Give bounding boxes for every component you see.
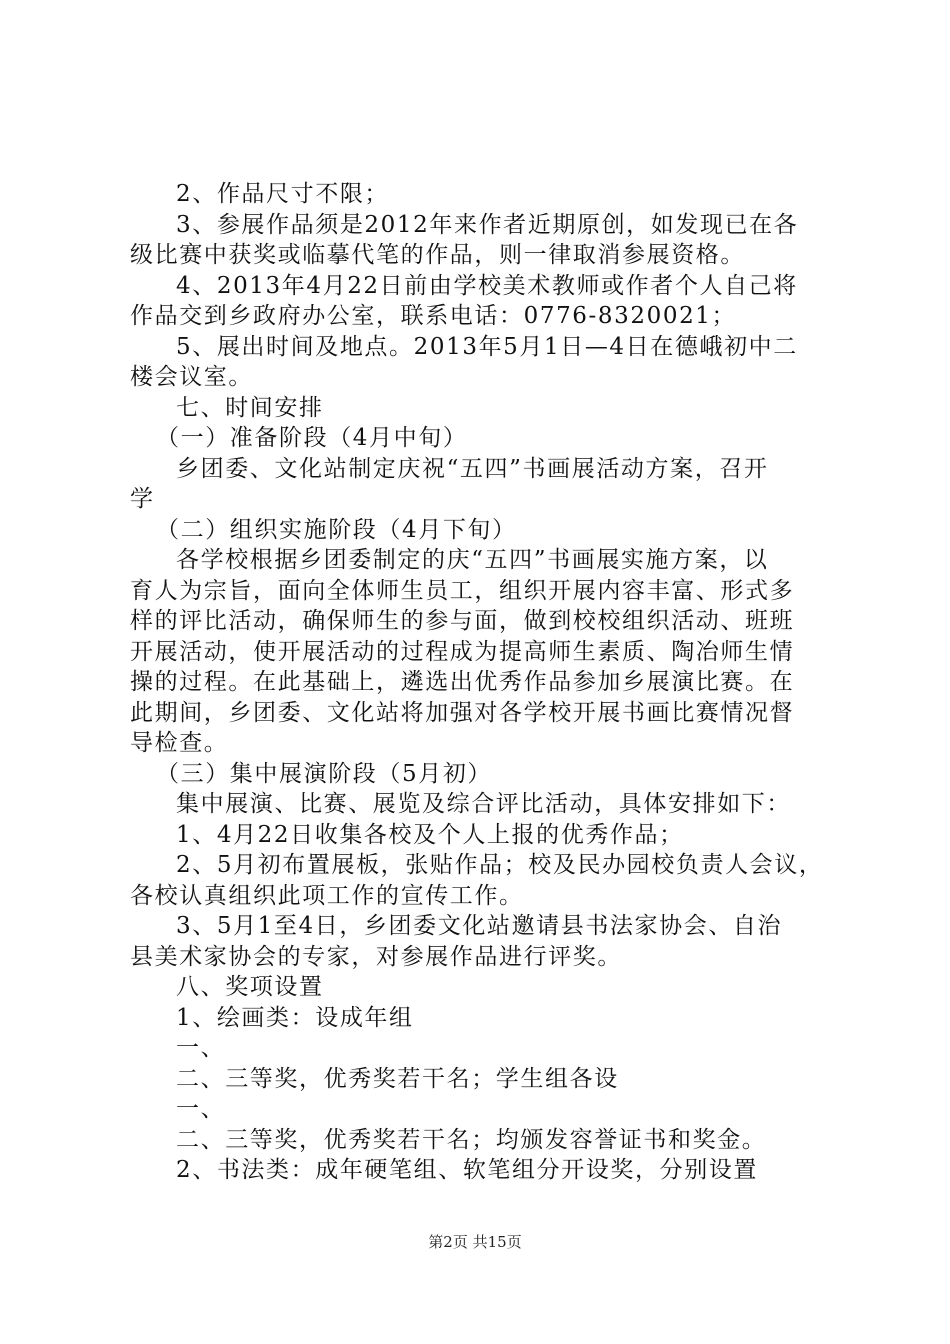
text-line: 二、三等奖，优秀奖若干名；学生组各设 — [176, 1066, 619, 1092]
text-line: 导检查。 — [130, 730, 229, 756]
text-line: 3、参展作品须是2012年来作者近期原创，如发现已在各 — [176, 212, 799, 238]
text-line: 操的过程。在此基础上，遴选出优秀作品参加乡展演比赛。在 — [130, 669, 795, 695]
text-line: 集中展演、比赛、展览及综合评比活动，具体安排如下： — [176, 791, 791, 817]
section-heading: 八、奖项设置 — [176, 974, 324, 1000]
text-line: 楼会议室。 — [130, 364, 253, 390]
text-line: 5、展出时间及地点。2013年5月1日—4日在德峨初中二 — [176, 334, 798, 360]
text-line: 各学校根据乡团委制定的庆“五四”书画展实施方案，以 — [176, 547, 769, 573]
text-line: 1、4月22日收集各校及个人上报的优秀作品； — [176, 822, 684, 848]
text-line: 2、作品尺寸不限； — [176, 181, 390, 207]
subsection-heading: （二）组织实施阶段（4月下旬） — [156, 517, 517, 543]
text-line: 县美术家协会的专家，对参展作品进行评奖。 — [130, 944, 622, 970]
text-line: 2、5月初布置展板，张贴作品；校及民办园校负责人会议， — [176, 852, 824, 878]
text-line: 1、绘画类：设成年组 — [176, 1005, 414, 1031]
text-line: 乡团委、文化站制定庆祝“五四”书画展活动方案，召开 — [176, 456, 769, 482]
text-line: 二、三等奖，优秀奖若干名；均颁发容誉证书和奖金。 — [176, 1127, 767, 1153]
subsection-heading: （一）准备阶段（4月中旬） — [156, 425, 468, 451]
text-line: 学 — [130, 486, 155, 512]
text-line: 2、书法类：成年硬笔组、软笔组分开设奖，分别设置 — [176, 1157, 759, 1183]
text-line: 样的评比活动，确保师生的参与面，做到校校组织活动、班班 — [130, 608, 795, 634]
text-line: 开展活动，使开展活动的过程成为提高师生素质、陶冶师生情 — [130, 639, 795, 665]
page-number-footer: 第2页 共15页 — [428, 1233, 522, 1251]
text-line: 各校认真组织此项工作的宣传工作。 — [130, 883, 524, 909]
text-line: 作品交到乡政府办公室，联系电话：0776-8320021； — [130, 303, 737, 329]
text-line: 此期间，乡团委、文化站将加强对各学校开展书画比赛情况督 — [130, 700, 795, 726]
text-line: 3、5月1至4日，乡团委文化站邀请县书法家协会、自治 — [176, 913, 783, 939]
text-line: 4、2013年4月22日前由学校美术教师或作者个人自己将 — [176, 273, 798, 299]
subsection-heading: （三）集中展演阶段（5月初） — [156, 761, 493, 787]
text-line: 一、 — [176, 1096, 226, 1122]
text-line: 一、 — [176, 1035, 226, 1061]
section-heading: 七、时间安排 — [176, 395, 324, 421]
text-line: 育人为宗旨，面向全体师生员工，组织开展内容丰富、形式多 — [130, 578, 795, 604]
text-line: 级比赛中获奖或临摹代笔的作品，则一律取消参展资格。 — [130, 242, 745, 268]
